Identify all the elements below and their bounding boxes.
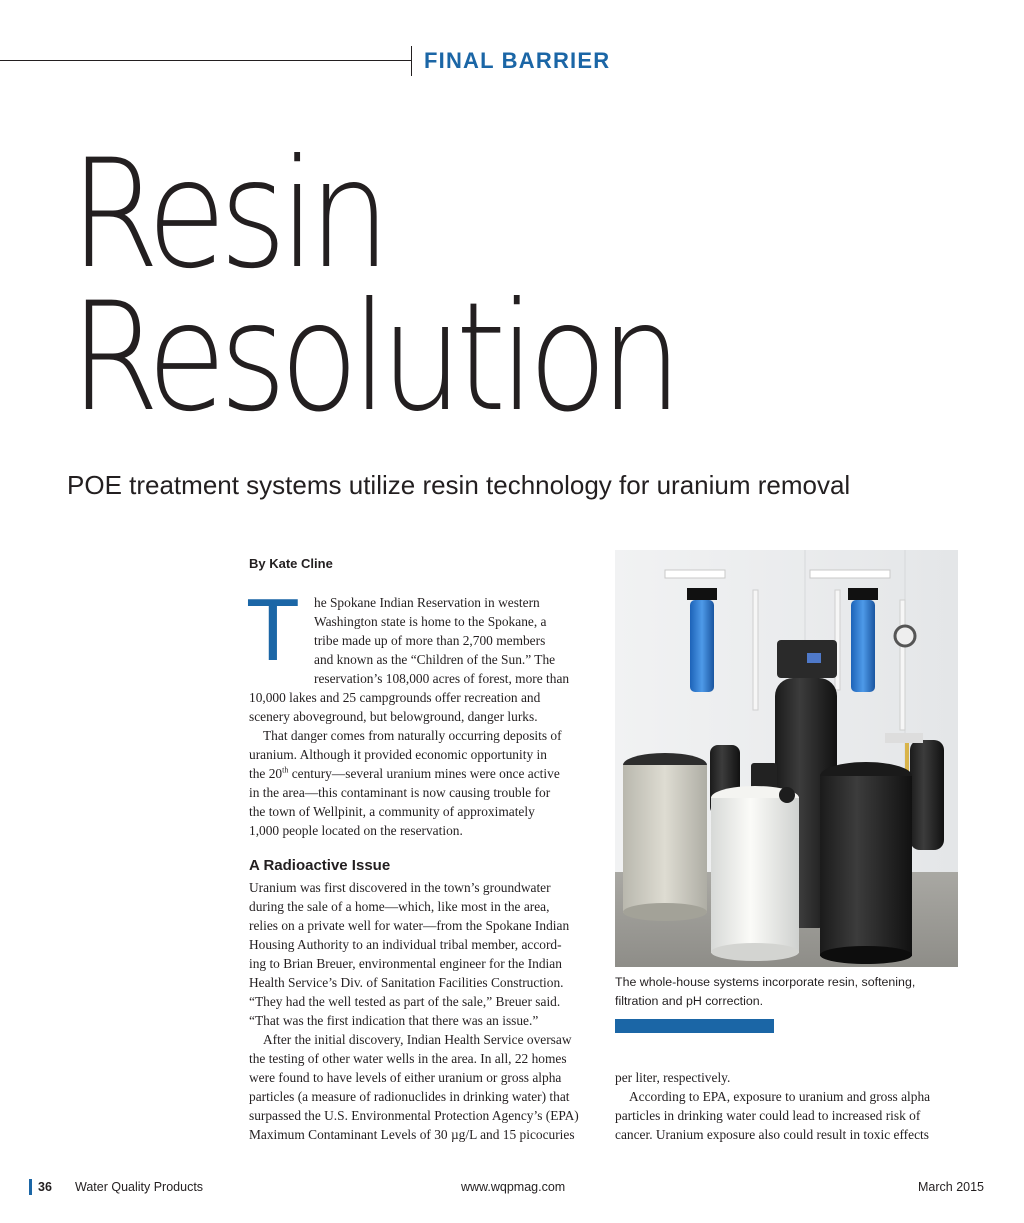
body-line: reservation’s 108,000 acres of forest, more than <box>314 671 570 686</box>
body-line: “They had the well tested as part of the sale,” Breuer said. <box>249 994 561 1009</box>
body-line: After the initial discovery, Indian Health Service oversaw <box>263 1032 572 1047</box>
body-line: particles (a measure of radionuclides in drinking water) that <box>249 1089 570 1104</box>
body-line: Washington state is home to the Spokane, a <box>314 614 547 629</box>
publication-name: Water Quality Products <box>75 1180 204 1194</box>
body-line: particles in drinking water could lead to increased risk of <box>615 1108 921 1123</box>
body-line: Health Service’s Div. of Sanitation Facilities Construction. <box>249 975 564 990</box>
body-line: relies on a private well for water—from the Spokane Indian <box>249 918 570 933</box>
treatment-systems-photo <box>615 550 958 967</box>
body-text: century—several uranium mines were once active <box>288 766 560 781</box>
article-subtitle: POE treatment systems utilize resin technology for uranium removal <box>67 470 851 500</box>
body-line: the town of Wellpinit, a community of approximately <box>249 804 535 819</box>
body-line: surpassed the U.S. Environmental Protection Agency’s (EPA) <box>249 1108 579 1123</box>
footer-accent-bar <box>29 1179 32 1195</box>
accent-bar <box>615 1019 774 1033</box>
body-line: per liter, respectively. <box>615 1070 731 1085</box>
body-line: 1,000 people located on the reservation. <box>249 823 463 838</box>
body-line <box>249 764 560 783</box>
section-label: FINAL BARRIER <box>424 48 611 73</box>
body-line: cancer. Uranium exposure also could result in toxic effects <box>615 1127 929 1142</box>
body-line: Maximum Contaminant Levels of 30 µg/L and 15 picocuries <box>249 1127 575 1142</box>
caption-line: filtration and pH correction. <box>615 994 764 1008</box>
body-line: in the area—this contaminant is now causing trouble for <box>249 785 551 800</box>
body-text: the 20 <box>249 766 283 781</box>
byline: By Kate Cline <box>249 556 333 571</box>
body-line: 10,000 lakes and 25 campgrounds offer recreation and <box>249 690 541 705</box>
body-line: he Spokane Indian Reservation in western <box>314 595 540 610</box>
article-title-line-2: Resolution <box>70 271 676 445</box>
section-subhead: A Radioactive Issue <box>249 857 391 874</box>
body-line: Uranium was first discovered in the town’s groundwater <box>249 880 551 895</box>
page-number: 36 <box>38 1180 52 1194</box>
header-rule <box>0 60 412 61</box>
body-line: and known as the “Children of the Sun.” The <box>314 652 556 667</box>
drop-cap: T <box>246 580 300 679</box>
header-rule-tick <box>411 46 412 76</box>
ordinal-superscript: th <box>282 765 289 775</box>
body-line: That danger comes from naturally occurring deposits of <box>263 728 562 743</box>
body-line: tribe made up of more than 2,700 members <box>314 633 546 648</box>
body-line: “That was the first indication that there was an issue.” <box>249 1013 539 1028</box>
body-line: the testing of other water wells in the area. In all, 22 homes <box>249 1051 567 1066</box>
body-line: According to EPA, exposure to uranium and gross alpha <box>629 1089 931 1104</box>
caption-line: The whole-house systems incorporate resin, softening, <box>615 975 916 989</box>
body-line: during the sale of a home—which, like most in the area, <box>249 899 550 914</box>
publication-url[interactable]: www.wqpmag.com <box>461 1180 566 1194</box>
article-title-line-1: Resin <box>70 128 384 302</box>
body-line: were found to have levels of either uranium or gross alpha <box>249 1070 562 1085</box>
body-line: Housing Authority to an individual tribal member, accord- <box>249 937 562 952</box>
issue-date: March 2015 <box>918 1180 985 1194</box>
body-line: uranium. Although it provided economic opportunity in <box>249 747 547 762</box>
photo-caption <box>615 973 960 1011</box>
body-line: ing to Brian Breuer, environmental engineer for the Indian <box>249 956 562 971</box>
body-line: scenery aboveground, but belowground, danger lurks. <box>249 709 538 724</box>
